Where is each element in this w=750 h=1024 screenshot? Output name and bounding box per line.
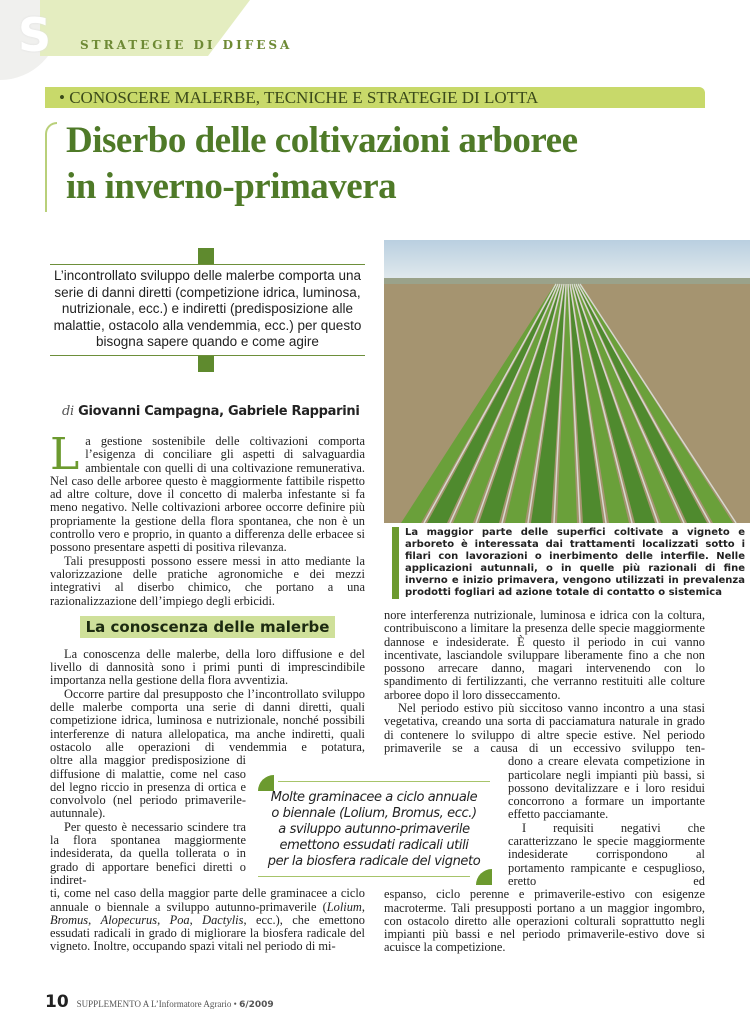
- paragraph: La conoscenza delle malerbe, della loro diffusione e del livello di dannosità sono i primi punti di imprescindibile importanza nella gestione della flora avventizia.: [50, 646, 365, 688]
- paragraph: a gestione sostenibile delle coltivazioni comporta l’esigenza di conciliare gli aspetti di salvaguardia ambientale con quelli di una coltivazione remunerativa. Nel caso delle arboree questo è maggiormente fattibile rispetto ad altre colture, dove il concetto di malerba infestante si fa meno negativo. Nelle coltivazioni arboree occorre definire più propriamente la gestione della flora spontanea, che non è un controllo vero e proprio, in quanto a differenza delle erbacee si possono presentare aspetti di positiva rilevanza.: [50, 434, 365, 555]
- paragraph: dono a creare elevata competizione in particolare negli impianti più bassi, si possono devitalizzare e i loro residui concorrono a formare un importante effetto pacciamante.: [508, 754, 705, 822]
- quote-line: per la biosfera radicale del vigneto: [267, 854, 481, 869]
- title-line-1: Diserbo delle coltivazioni arboree: [66, 120, 578, 161]
- lead-box: [50, 264, 365, 356]
- drop-cap: L: [50, 429, 80, 480]
- sky: [384, 240, 750, 282]
- title-bracket: [45, 122, 57, 212]
- separator: •: [233, 999, 237, 1009]
- quote-rule-bottom: [258, 876, 470, 877]
- genus-name: Alopecurus: [100, 912, 158, 927]
- text-run: ti, come nel caso della maggior parte delle graminacee a ciclo annuale o biennale a sviluppo autunno-primaverile (: [50, 886, 365, 914]
- body-left-bottom: ti, come nel caso della maggior parte delle graminacee a ciclo annuale o biennale a sviluppo autunno-primaverile (Lolium, Bromus, Alopecurus, Poa, Dactylis, ecc.), che emettono essudati radicali in grado di migliorare la biosfera radicale del vigneto. Inoltre, occupando spazi vitali nel periodo di mi-: [50, 886, 365, 954]
- byline-authors: Giovanni Campagna, Gabriele Rapparini: [78, 404, 360, 419]
- supplement-label: SUPPLEMENTO A: [76, 999, 149, 1009]
- lead-marker-bottom: [198, 356, 214, 372]
- magazine-name: L’Informatore Agrario: [151, 999, 232, 1009]
- body-right-bottom: [384, 888, 705, 954]
- paragraph: espanso, ciclo perenne e primaverile-estivo con esigenze macroterme. Tali presupposti portano a un maggior ingombro, con ostacolo diretto alle operazioni colturali soprattutto negli impianti più bassi e nel periodo primaverile-estivo dove si acuisce la competizione.: [384, 887, 705, 955]
- article-title: [66, 118, 746, 210]
- title-line-2: in inverno-primavera: [66, 166, 397, 207]
- kicker-bar: • CONOSCERE MALERBE, TECNICHE E STRATEGIE DI LOTTA: [45, 87, 705, 108]
- paragraph: Occorre partire dal presupposto che l’incontrollato sviluppo delle malerbe comporta una serie di danni diretti, quali competizione idrica, luminosa e nutrizionale, nonché possibili interferenze di natura allelopatica, ma anche indiretti, quali ostacolo alle operazioni di vendemmia e potatura,: [50, 686, 365, 754]
- page-number: 10: [45, 992, 69, 1012]
- genus-name: Poa: [169, 912, 190, 927]
- footer-supplement: [77, 999, 274, 1010]
- body-left-top: [50, 648, 365, 754]
- paragraph: nore interferenza nutrizionale, luminosa e idrica con la coltura, contribuiscono a limitare la presenza delle specie maggiormente dannose e indesiderate. È questo il periodo in cui vanno incentivate, lasciandole sviluppare liberamente fino a che non possono arrecare danno, magari intervenendo con lo spandimento di fertilizzanti, che verranno restituiti alle colture arboree dopo il loro disseccamento.: [384, 608, 705, 702]
- section-label: STRATEGIE DI DIFESA: [80, 38, 293, 52]
- body-right-narrow: [508, 755, 705, 888]
- lead-marker-top: [198, 248, 214, 264]
- pull-quote: [258, 790, 490, 870]
- paragraph: Tali presupposti possono essere messi in atto mediante la valorizzazione delle pratiche agronomiche e dei mezzi integrativi al diserbo chimico, che portano a una razionalizzazione dell’impiego degli erbicidi.: [50, 553, 365, 608]
- text-run: , ecc.), che emettono essudati radicali in grado di migliorare la biosfera radicale del vigneto. Inoltre, occupando spazi vitali nel periodo di mi-: [50, 912, 365, 954]
- paragraph: Nel periodo estivo più siccitoso vanno incontro a una stasi vegetativa, creando una sorta di pacciamatura naturale in grado di contenere lo sviluppo di altre specie estive. Nel periodo primaverile se a causa di un eccessivo sviluppo ten-: [384, 701, 705, 755]
- paragraph: I requisiti negativi che caratterizzano le specie maggiormente indesiderate corrispondono al portamento rampicante e cespuglioso, eretto ed: [508, 820, 705, 888]
- body-right-top: [384, 609, 705, 755]
- genus-name: Lolium: [326, 899, 362, 914]
- section-letter-logo: S: [18, 8, 52, 62]
- quote-line: Molte graminacee a ciclo annuale: [270, 790, 478, 805]
- vineyard-photo: [384, 240, 750, 523]
- byline: [62, 404, 360, 419]
- byline-prefix: di: [62, 404, 74, 419]
- right-column: [384, 527, 745, 955]
- quote-rule-top: [278, 781, 490, 782]
- lead-paragraph: L’incontrollato sviluppo delle malerbe comporta una serie di danni diretti (competizione idrica, luminosa, nutrizionale, ecc.) e indiretti (predisposizione alle malattie, ostacolo alla vendemmia, ecc.) per questo bisogna sapere quando e come agire: [50, 264, 365, 356]
- body-left-narrow: [50, 754, 246, 887]
- genus-name: Dactylis: [202, 912, 244, 927]
- photo-caption: La maggior parte delle superfici coltivate a vigneto e arboreto è interessata dai trattamenti localizzati sotto i filari con lavorazioni o inerbimento delle interfile. Nelle applicazioni autunnali, o in quelle più razionali di fine inverno e inizio primavera, vengono utilizzati in prevalenza prodotti fogliari ad azione totale di contatto o sistemica: [392, 527, 745, 599]
- quote-line: a sviluppo autunno-primaverile: [278, 822, 470, 837]
- horizon: [384, 278, 750, 284]
- subheading: La conoscenza delle malerbe: [80, 616, 336, 638]
- intro-text: [50, 429, 365, 608]
- quote-line: o biennale (Lolium, Bromus, ecc.): [271, 806, 477, 821]
- paragraph: Per questo è necessario scindere tra la flora spontanea maggiormente indesiderata, da quella tollerata o in grado di apportare benefici diretti o indiret-: [50, 819, 246, 887]
- genus-name: Bromus: [50, 912, 89, 927]
- page-footer: [45, 992, 274, 1012]
- quote-line: emettono essudati radicali utili: [279, 838, 469, 853]
- issue-number: 6/2009: [239, 1000, 274, 1010]
- paragraph: oltre alla maggior predisposizione di diffusione di malattie, come nel caso del legno riccio in presenza di ortica e convolvolo (nel periodo primaverile-autunnale).: [50, 753, 246, 821]
